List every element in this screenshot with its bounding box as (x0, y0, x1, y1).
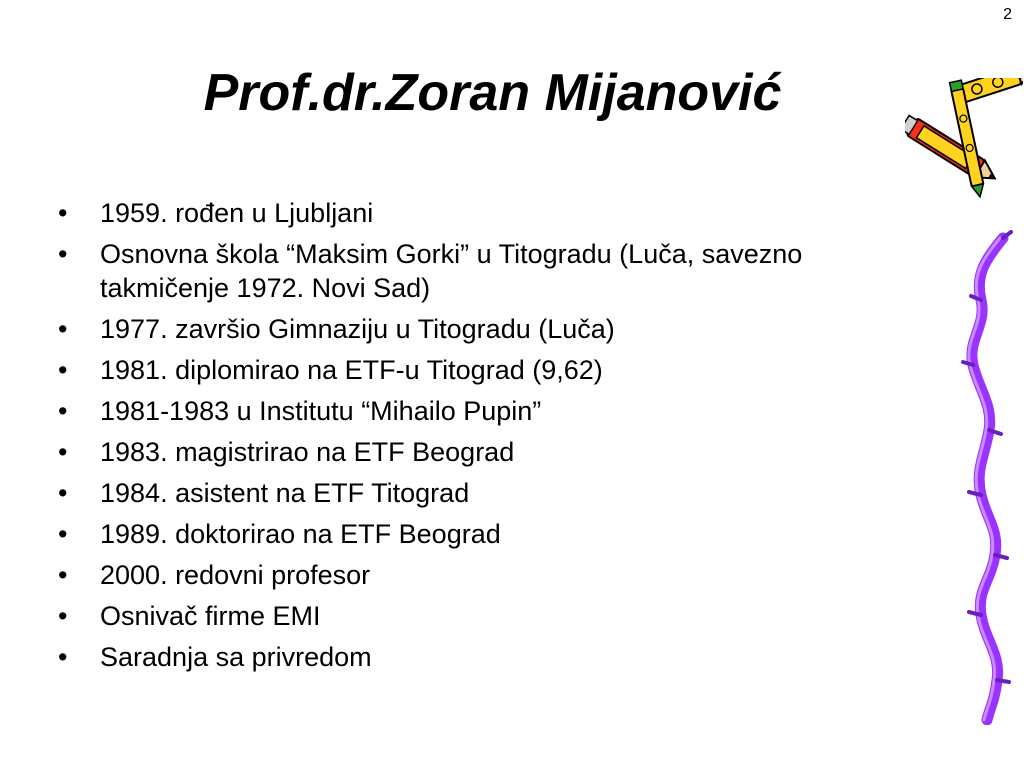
pencils-clipart-icon (905, 78, 1023, 206)
bullet-text: 1984. asistent na ETF Titograd (100, 478, 470, 508)
bullet-text: Osnivač firme EMI (100, 601, 321, 631)
bullet-list (58, 196, 938, 681)
bullet-dot: • (58, 396, 68, 426)
list-item (58, 394, 938, 428)
bullet-text: 1989. doktorirao na ETF Beograd (100, 519, 501, 549)
bullet-dot: • (58, 239, 68, 269)
bullet-text: Saradnja sa privredom (100, 642, 372, 672)
bullet-dot: • (58, 198, 68, 228)
bullet-dot: • (58, 437, 68, 467)
list-item (58, 196, 938, 230)
list-item (58, 312, 938, 346)
bullet-text: 1977. završio Gimnaziju u Titogradu (Luča) (100, 314, 615, 344)
bullet-dot: • (58, 601, 68, 631)
bullet-dot: • (58, 314, 68, 344)
bullet-dot: • (58, 519, 68, 549)
list-item (58, 599, 938, 633)
list-item (58, 640, 938, 674)
list-item (58, 517, 938, 551)
ribbon-squiggle-icon (945, 230, 1020, 725)
bullet-dot: • (58, 560, 68, 590)
bullet-text: 2000. redovni profesor (100, 560, 371, 590)
bullet-text: 1959. rođen u Ljubljani (100, 198, 374, 228)
slide-title: Prof.dr.Zoran Mijanović (203, 64, 782, 122)
bullet-dot: • (58, 355, 68, 385)
list-item (58, 353, 938, 387)
list-item (58, 435, 938, 469)
bullet-text: 1983. magistrirao na ETF Beograd (100, 437, 515, 467)
bullet-dot: • (58, 478, 68, 508)
bullet-dot: • (58, 642, 68, 672)
bullet-text: Osnovna škola “Maksim Gorki” u Titogradu (Luča, savezno takmičenje 1972. Novi Sad) (100, 239, 803, 303)
page-number: 2 (1003, 6, 1012, 23)
list-item (58, 237, 938, 305)
list-item (58, 558, 938, 592)
bullet-text: 1981. diplomirao na ETF-u Titograd (9,62) (100, 355, 603, 385)
list-item (58, 476, 938, 510)
bullet-text: 1981-1983 u Institutu “Mihailo Pupin” (100, 396, 542, 426)
